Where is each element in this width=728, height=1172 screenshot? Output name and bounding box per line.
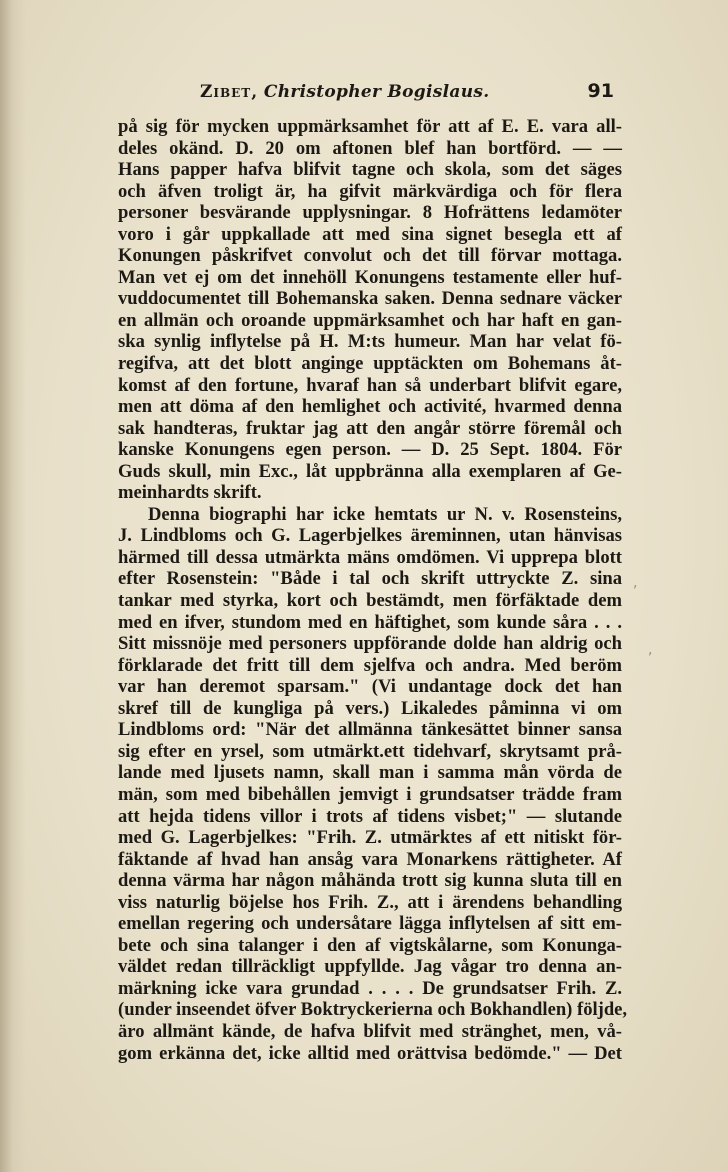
text-line: denna värma har någon måhända trott sig kunna sluta till en [118,870,622,892]
text-line: Sitt missnöje med personers uppförande dolde han aldrig och [118,633,622,655]
binding-gutter [0,0,26,1172]
text-line: en allmän och oroande uppmärksamhet och har haft en gan- [118,309,622,331]
text-line: förklarade det fritt till dem sjelfva och andra. Med beröm [118,654,622,676]
text-line: och äfven troligt är, ha gifvit märkvärdiga och för flera [118,180,622,202]
text-line: efter Rosenstein: "Både i tal och skrift uttryckte Z. sina [118,568,622,590]
text-line: väldet redan tillräckligt uppfyllde. Jag vågar tro denna an- [118,956,622,978]
text-line: med en ifver, stundom med en häftighet, som kunde såra . . . [118,611,622,633]
margin-speck: , [633,575,638,591]
page-number: 91 [587,80,614,102]
text-line: äro allmänt kände, de hafva blifvit med stränghet, men, vå- [118,1020,622,1042]
text-line: Denna biographi har icke hemtats ur N. v. Rosensteins, [148,503,622,525]
text-line: Guds skull, min Exc., låt uppbränna alla exemplaren af Ge- [118,460,622,482]
running-head-surname: Zibet, [200,82,259,102]
text-line: Lindbloms ord: "När det allmänna tänkesättet binner sansa [118,719,622,741]
text-line: bete och sina talanger i den af vigtskålarne, som Konunga- [118,934,622,956]
text-line: deles okänd. D. 20 om aftonen blef han bortförd. — — [118,137,622,159]
text-line: kanske Konungens egen person. — D. 25 Sept. 1804. För [118,439,622,461]
text-line: män, som med bibehållen jemvigt i grundsatser trädde fram [118,783,622,805]
text-line: sig efter en yrsel, som utmärkt.ett tidehvarf, skrytsamt prå- [118,740,622,762]
text-line: voro i går uppkallade att med sina signet besegla ett af [118,223,622,245]
text-line: på sig för mycken uppmärksamhet för att af E. E. vara all- [118,116,622,137]
text-line: sak handteras, fruktar jag att den angår större föremål och [118,417,622,439]
text-line: viss naturlig böjelse hos Frih. Z., att i ärendens behandling [118,891,622,913]
text-line: lande med ljusets namn, skall man i samma mån vörda de [118,762,622,784]
running-head-given-names: Christopher Bogislaus. [263,82,490,102]
text-line: Konungen påskrifvet convolut och det till förvar mottaga. [118,245,622,267]
text-line: men att döma af den hemlighet och activité, hvarmed denna [118,396,622,418]
text-line: emellan regering och undersåtare lägga inflytelsen af sitt em- [118,913,622,935]
text-line: tankar med styrka, kort och bestämdt, men förfäktade dem [118,590,622,612]
text-line: märkning icke vara grundad . . . . De grundsatser Frih. Z. [118,977,622,999]
text-line: komst af den fortune, hvaraf han så underbart blifvit egare, [118,374,622,396]
text-line: Man vet ej om det innehöll Konungens testamente eller huf- [118,266,622,288]
text-line: personer besvärande upplysningar. 8 Hofrättens ledamöter [118,202,622,224]
text-line: gom erkänna det, icke alltid med orättvisa bedömde." — Det [118,1042,622,1064]
text-line: att hejda tidens villor i trots af tidens visbet;" — slutande [118,805,622,827]
text-line: skref till de kungliga på vers.) Likaledes påminna vi om [118,697,622,719]
text-line: med G. Lagerbjelkes: "Frih. Z. utmärktes af ett nitiskt för- [118,827,622,849]
text-line: fäktande af hvad han ansåg vara Monarkens rättigheter. Af [118,848,622,870]
text-line: J. Lindbloms och G. Lagerbjelkes äreminnen, utan hänvisas [118,525,622,547]
text-line: ska synlig inflytelse på H. M:ts humeur. Man har velat fö- [118,331,622,353]
text-line: (under inseendet öfver Boktryckerierna och Bokhandlen) följde, [118,999,628,1021]
text-line: regifva, att det blott anginge upptäckten om Bohemans åt- [118,353,622,375]
running-head [200,82,489,102]
text-line: vuddocumentet till Bohemanska saken. Denna sednare väcker [118,288,622,310]
text-line: Hans papper hafva blifvit tagne och skola, som det säges [118,159,622,181]
body-text [118,116,628,1064]
margin-speck: , [648,642,653,658]
text-line: meinhardts skrift. [118,482,262,504]
page-header [196,78,614,108]
text-line: var han deremot sparsam." (Vi undantage dock det han [118,676,622,698]
text-line: härmed till dessa utmärkta mäns omdömen. Vi upprepa blott [118,546,622,568]
